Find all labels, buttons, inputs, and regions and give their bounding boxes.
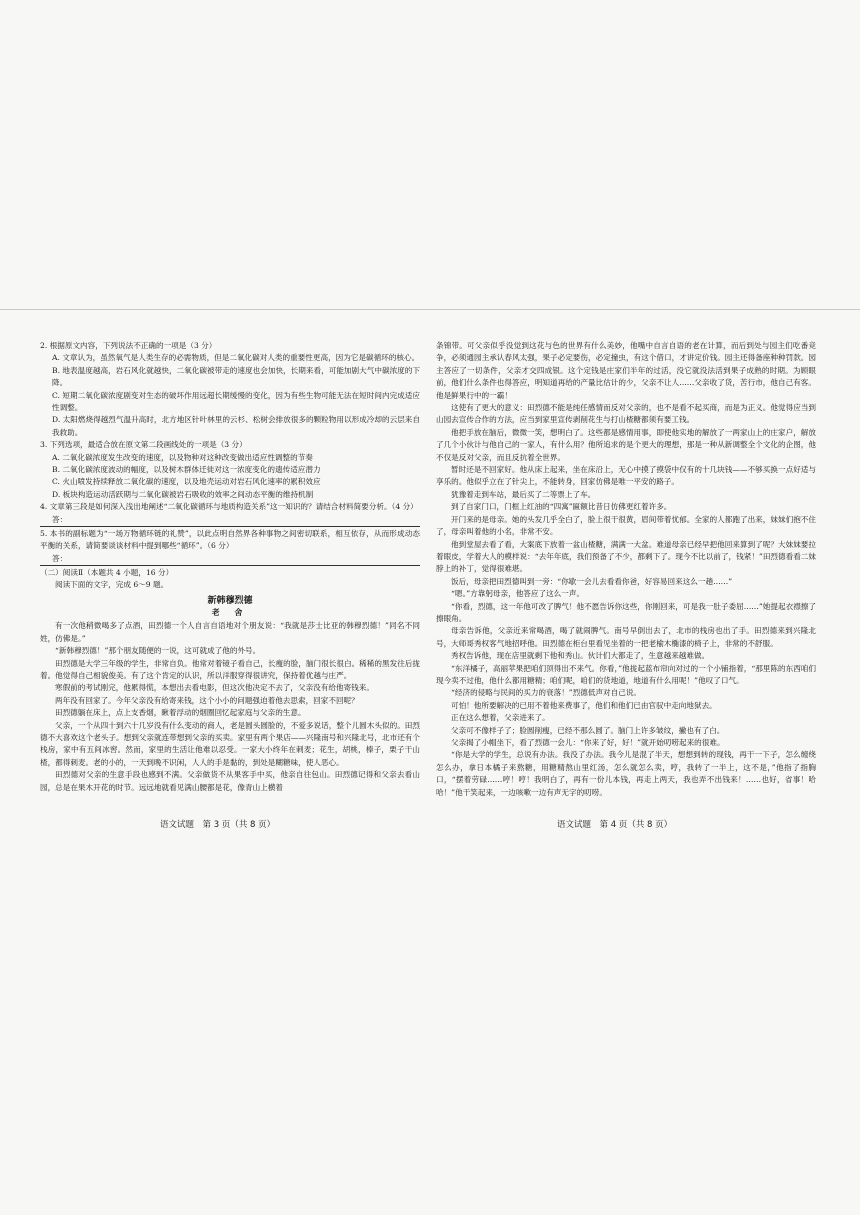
q2-option-b: B. 地表温度越高，岩石风化就越快，二氧化碳被带走的速度也会加快，长期来看，可能加剧大气中碳浓度的下降。: [52, 365, 420, 388]
q2-option-c: C. 短期二氧化碳浓度剧变对生态的破坏作用远超长期缓慢的变化，因为有些生物可能无法在短时间内完成适应性调整。: [52, 390, 420, 413]
q3-option-c: C. 火山喷发持续释放二氧化碳的速度，以及地壳运动对岩石风化速率的累积效应: [52, 477, 321, 487]
q3-option-b: B. 二氧化碳浓度波动的幅度，以及树木群体迁徙对这一浓度变化的遗传适应潜力: [52, 465, 321, 475]
scan-edge-line: [0, 309, 860, 310]
story-author: 老 舍: [211, 608, 249, 618]
page-3: [40, 340, 420, 810]
story-paragraph: 条锦带。可父亲似乎没觉到这花与色的世界有什么美妙，他嘴中自言自语的老在计算，而后到处与园主们吃番竞争，必须通园主承认春风太强，果子必定要伤，必定撞虫，有这个借口，才讲定价钱。园主还得备座种种罚款。园主答应了一切条件，父亲才交四成银。这个定钱是庄家们半年的过活，没它就没法活到果子成熟的时期。为顾眼前，他们什么条件也得答应，明知道再给的产量比估计的少，父亲不让人……父亲收了货，苦行市，他自己有客。他是鲜果行中的一霸！: [436, 341, 816, 400]
story-paragraph: “新韩穆烈德！”那个朋友随便的一说，这可就成了他的外号。: [55, 646, 261, 656]
q5-stem: 5. 本书的副标题为“一场万物循环链的礼赞”，以此点明自然界各种事物之间密切联系，相互依存，从而形成动态平衡的关系，请简要谈谈材料中提到哪些“循环”。（6 分）: [40, 528, 420, 551]
story-paragraph: 母亲告诉他，父亲近来常喝酒，喝了就闹脾气。南号早倒出去了，北市的栈房也出了手。田烈德来到兴隆北号，大师哥秀权客气地招呼他。田烈德在柜台里看见坐着的一把老榆木椭漆的椅子上，非常的不舒服。: [436, 626, 816, 648]
story-paragraph: “东洋橘子，高丽苹果把咱们顶得出不来气。你看，”他拢起蓝布帘向对过的一个小铺指着，“那里陈的东西咱们现今卖不过他，他什么都用糖精；咱们呢，咱们的货地道，地道有什么用呢！”他叹了口气。: [436, 663, 816, 685]
story-paragraph: “嗯。”方靠躬母亲，他答应了这么一声。: [451, 589, 585, 599]
q3-option-a: A. 二氧化碳浓度发生改变的速度，以及物种对这种改变做出适应性调整的节奏: [52, 452, 313, 462]
story-paragraph: 正在这么想着，父亲进来了。: [451, 713, 550, 723]
story-paragraph: 父亲，一个从四十到六十几岁没有什么变动的商人，老是圆头圆脸的，不爱多说话，整个儿圆木头似的。田烈德不大喜欢这个老头子。想到父亲就连带想到父亲的买卖。家里有两个果店——兴隆南号和兴隆北号，北市还有个栈房，家中有五间冰窖。然而，家里的生活让他难以忍受。一家大小终年在刺麦；花生，胡桃，榛子，栗子干山楂，都得刺麦。老的小的，一天到晚不识闲，人人的手是黏的，到处是糊糖味，使人恶心。: [40, 720, 420, 767]
story-paragraph: 田烈德对父亲的生意手段也感到不满。父亲做货不从果客手中买，他亲自往包山。田烈德记得和父亲去看山园，总是在果木开花的时节。远远地就看见满山腰都是花，像青山上横着: [40, 770, 420, 792]
story-paragraph: “你看，烈德，这一年他可改了脾气！他不愿告诉你这些，你刚回来，可是我一肚子委屈……”她提起衣襟擦了擦眼角。: [436, 601, 816, 623]
story-paragraph: 饭后，母亲把田烈德叫到一旁：“你歇一会儿去看看你爸，好容易回来这么一趟……”: [451, 576, 733, 586]
story-paragraph: 有一次他稍微喝多了点酒，田烈德一个人自言自语地对个朋友说：“我就是莎士比亚的韩穆烈德！”同名不同姓，仿佛是。”: [40, 621, 420, 643]
story-paragraph: 他把手放在脑后，微微一笑，想明白了。这些都是感情用事，即使他实地的解放了一两家山上的庄家户，解放了几个小伙计与他自己的一家人，有什么用？他所追求的是个更大的理想，那是一种从新调整全个文化的企图，他不仅是反对父亲，而且反抗着全世界。: [436, 427, 816, 462]
story-paragraph: 寒假前的考试刚完，他累得慌，本想出去看电影，但这次他决定不去了，父亲没有给他寄钱来。: [55, 683, 374, 693]
story-title: 新韩穆烈德: [207, 596, 253, 607]
q2-stem: 2. 根据原文内容，下列说法不正确的一项是（3 分）: [40, 341, 217, 350]
section-heading: （二）阅读Ⅱ（本题共 4 小题，16 分）: [40, 567, 174, 577]
story-paragraph: 秀权告诉他，现在店里就剩下他和秀山。伙计们大都走了，生意越来越难做。: [451, 651, 710, 661]
story-paragraph: 田烈德躺在床上，点上支香烟，瞅着浮动的烟圈回忆起家庭与父亲的生意。: [55, 708, 306, 718]
reading-instruction: 阅读下面的文字，完成 6～9 题。: [55, 579, 169, 589]
story-paragraph: 可怕！他所要解决的已用不着他来费事了，他们和他们已由官驭中走向地狱去。: [451, 700, 717, 710]
story-paragraph: 这使有了更大的意义：田烈德不能是纯任感情而反对父亲的，也不是看不起买商，而是为正义。他觉得应当到山园去宣传合作的方法，应当到家里宣传剥削花生与打山楂糖都须有要工钱。: [436, 403, 816, 425]
story-paragraph: 犹豫着走到车站，最后买了二等票上了车。: [451, 489, 596, 499]
story-paragraph: 开门来的是母亲。她的头发几乎全白了，脸上很干很黄，眉间带着忧郁。全家的人都跑了出来，妹妹们抱不住了，母亲叫着他的小名，非常不安。: [436, 514, 816, 537]
q3-option-d: D. 板块构造运动活跃期与二氧化碳被岩石吸收的效率之间动态平衡的维持机制: [52, 489, 314, 499]
q5-answer-line: 答：: [40, 553, 420, 566]
q2-option-d: D. 太阳燃烧得越烈气温升高时，北方地区针叶林里的云杉、松树会排放很多的颗粒物用以形成冷却的云层来自我救助。: [52, 415, 420, 437]
story-paragraph: 父亲可不像样子了；脸圆削瘦，已经不那么圆了。脑门上许多皱纹，撇也有了白。: [451, 725, 725, 735]
story-paragraph: 田烈德是大学三年级的学生，非常自负。他常对着镜子看自己，长瘦的脸，脑门很长很白。稀稀的黑发往后拢着。他觉得自己相貌俊美。有了这个肯定的认识，所以洋服穿得很讲究，保持着优越与庄严。: [40, 658, 420, 680]
q4-answer-line: 答：: [40, 514, 420, 527]
page-4-footer: 语文试题 第 4 页（共 8 页）: [557, 820, 673, 830]
page-3-footer: 语文试题 第 3 页（共 8 页）: [160, 820, 276, 830]
story-paragraph: “你是大学的学生，总说有办法。我没了办法。我今儿是混了半天，想想到转的现钱，再干一下子，怎么缠绕怎么办，拿日本橘子来熬糖，用糖精熬山里红汤，怎么就怎么卖，哼，我转了一半上，这不是，”他指了指胸口，“摆着劳碌……哼！哼！我明白了，再有一份儿本钱，再走上两天，我也弄不出钱来！……也好，省事！哈哈！”他干笑起来，一边咳嗽一边有声无字的叨唠。: [436, 750, 816, 797]
q3-stem: 3. 下列选项，最适合放在原文第二段画线处的一项是（3 分）: [40, 440, 247, 450]
page-4: [436, 340, 816, 810]
story-paragraph: 暂时还是不回家好。他从床上起来，坐在床沿上，无心中摸了摸袋中仅有的十几块钱——不够买换一点好适与享乐的。他似乎立在了针尖上，不能转身，回家仿佛是唯一平安的路子。: [436, 465, 816, 487]
story-paragraph: 他到堂屋去看了看，大案底下放着一盆山楂糖，满满一大盆。难道母亲已经早把他回来算到了呢？大妹妹要拉着眼皮，学着大人的模样说：“去年年底，我们预备了不少，都剩下了。现今不比以前了，钱紧！”田烈德看看二妹脖上的补丁，觉得很难堪。: [436, 539, 816, 574]
story-paragraph: 到了自家门口，门框上红油的“四寓”匾额比昔日仿佛更红着许多。: [451, 502, 672, 512]
story-paragraph: 两年没有回家了。今年父亲没有给寄来钱，这个小小的问题强迫着他去思索，回家不回呢？: [55, 695, 359, 705]
story-paragraph: 父亲揭了小帽坐下，看了烈德一会儿：“你来了好，好！”就开始叨唠起来的很难。: [451, 738, 725, 747]
story-paragraph: “经济的侵略与民间的买力的衰落！”烈德低声对自己说。: [451, 688, 642, 698]
q4-stem: 4. 文章第三段是如何深入浅出地阐述“二氧化碳循环与地质构造关系”这一知识的？请结合材料简要分析。（4 分）: [40, 502, 418, 512]
q2-option-a: A. 文章认为，虽然氧气是人类生存的必需物质，但是二氧化碳对人类的重要性更高，因为它是碳循环的核心。: [52, 353, 420, 363]
